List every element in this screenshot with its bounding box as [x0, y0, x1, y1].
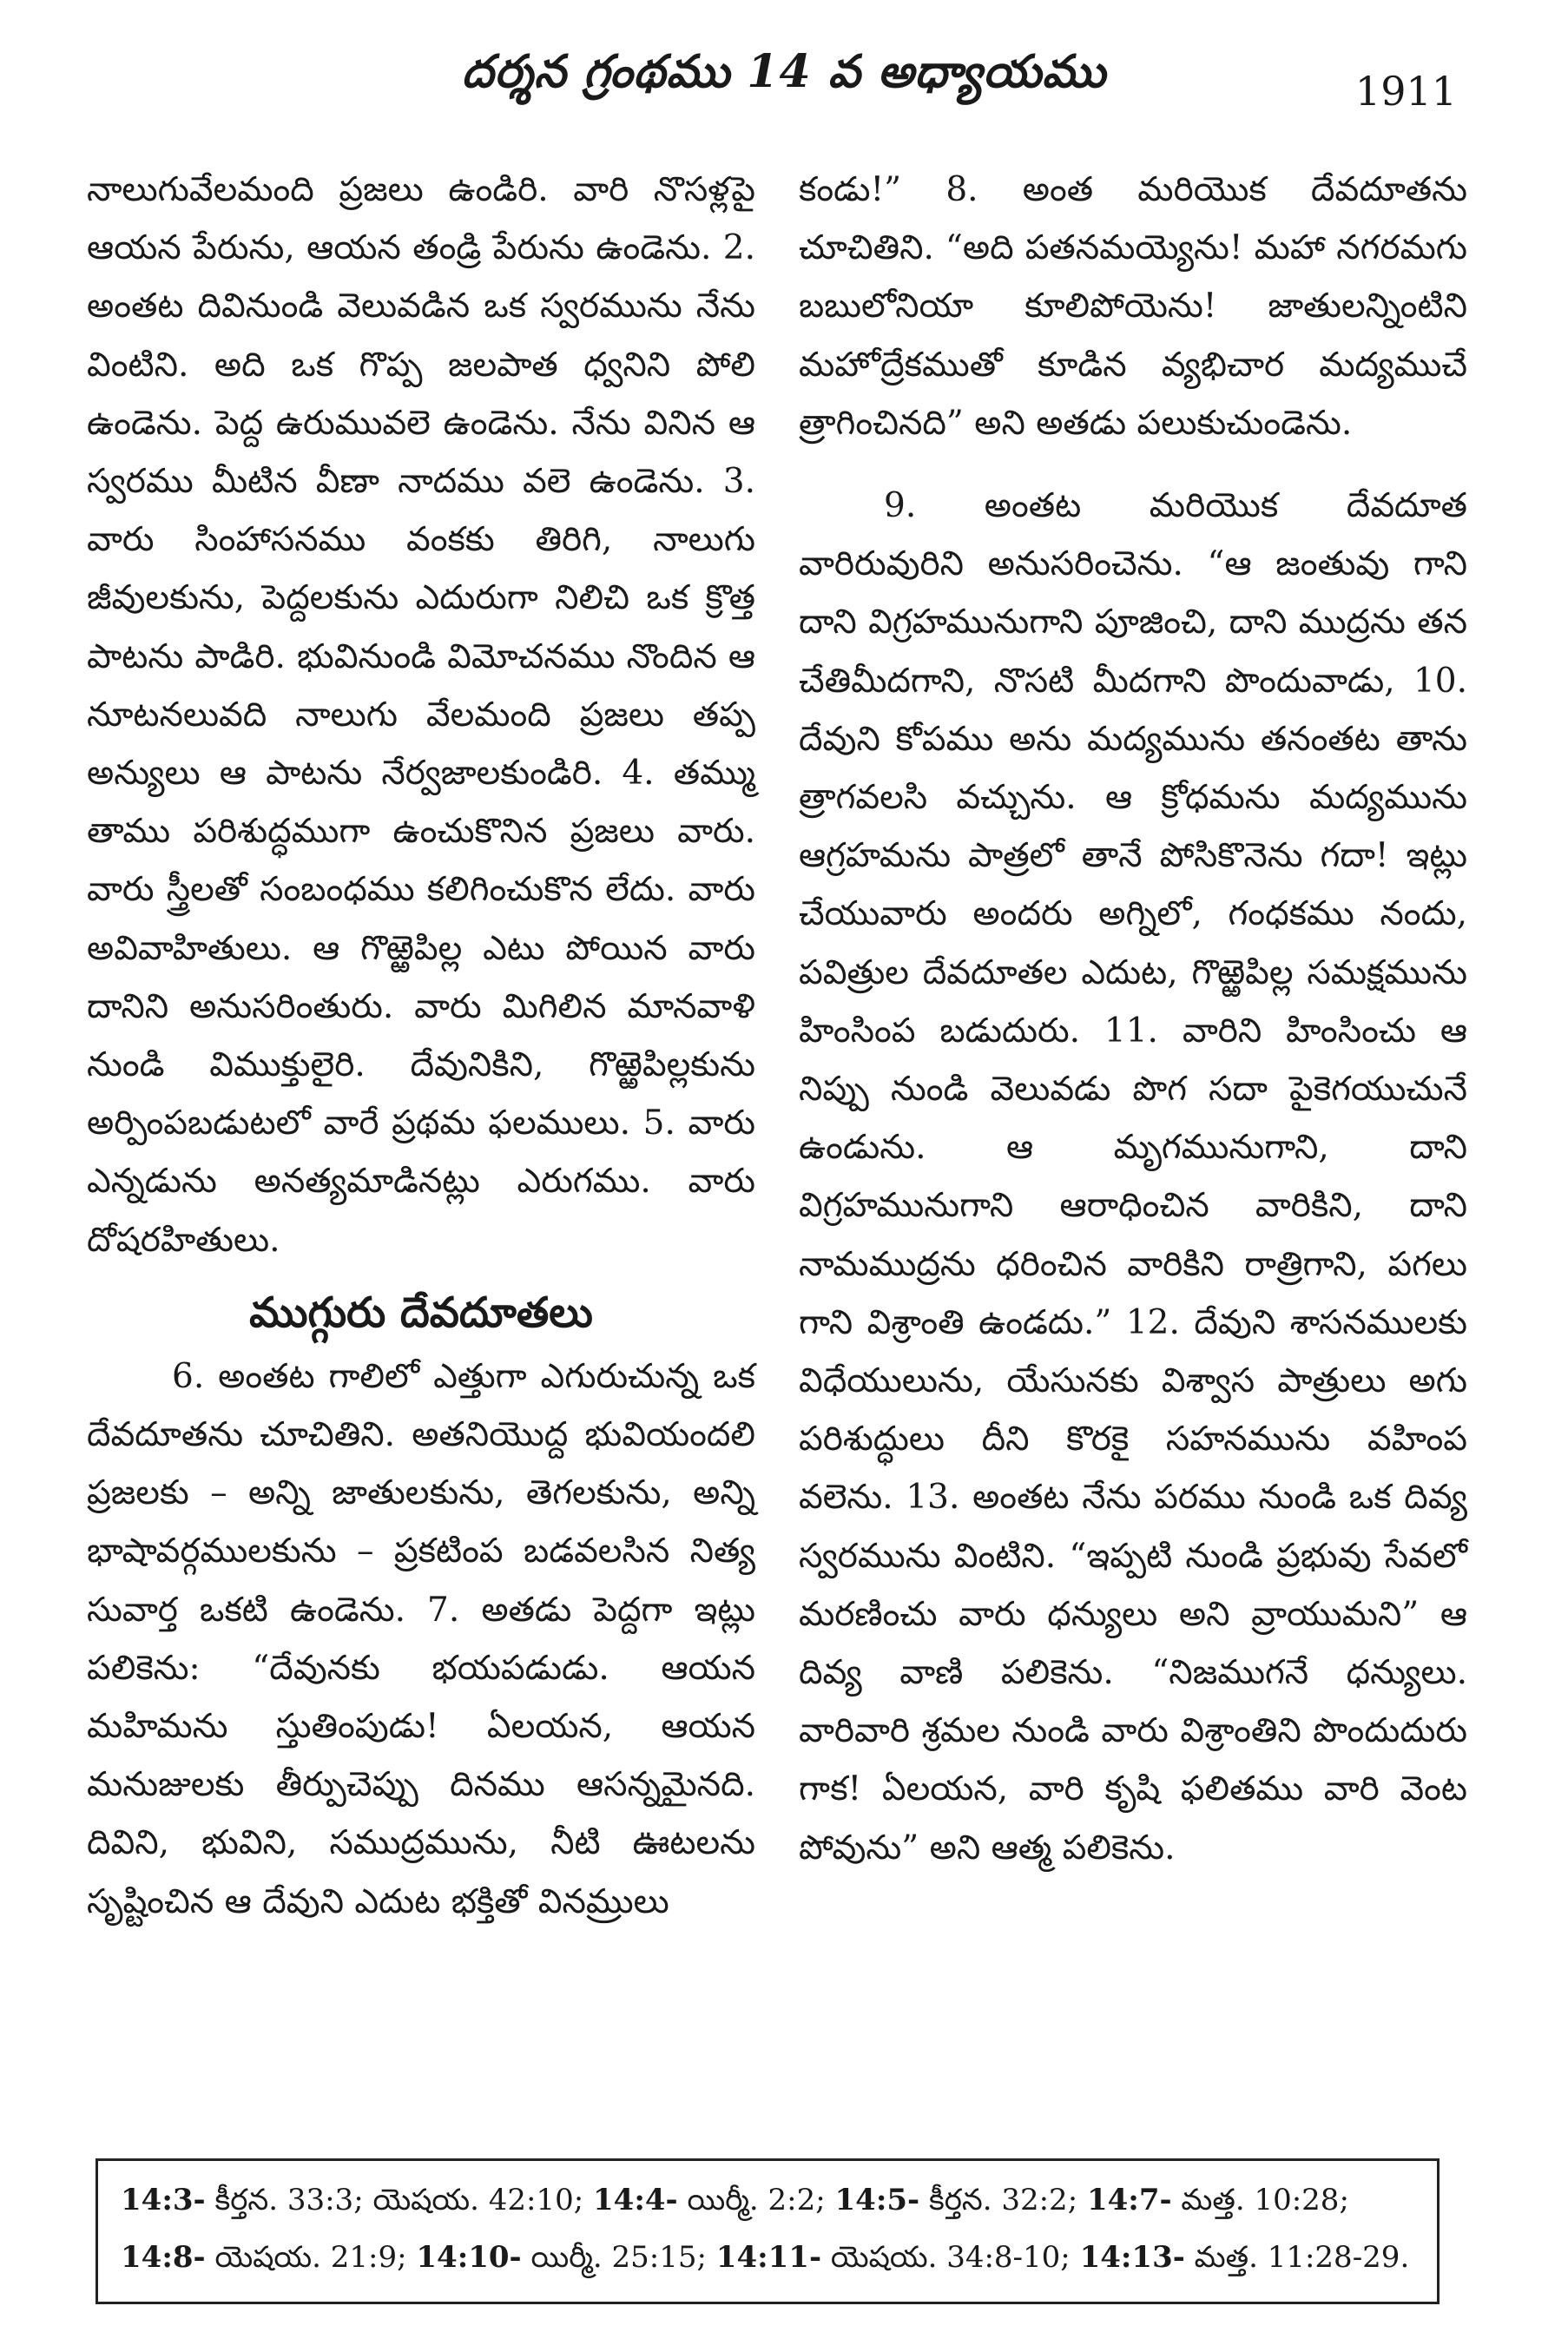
reference-label: 14:4-	[593, 2183, 678, 2217]
reference-label: 14:11-	[715, 2240, 822, 2275]
reference-label: 14:13-	[1079, 2240, 1185, 2275]
reference-text: యిర్మీ. 2:2;	[677, 2183, 835, 2217]
reference-label: 14:8-	[121, 2240, 206, 2275]
reference-label: 14:10-	[416, 2240, 522, 2275]
reference-text: కీర్తన. 32:2;	[919, 2183, 1087, 2217]
references-row-2	[121, 2229, 1414, 2286]
right-paragraph-1: కండు!” 8. అంత మరియొక దేవదూతను చూచితిని. “అది పతనమయ్యెను! మహా నగరమగు బబులోనియా కూలిపోయెను! జాతులన్నింటిని మహోద్రేకముతో కూడిన వ్యభిచార మద్యముచే త్రాగించినది” అని అతడు పలుకుచుండెను.	[799, 170, 1467, 443]
page-title: దర్శన గ్రంథము 14 వ అధ్యాయము	[461, 45, 1107, 98]
reference-text: యెషయ. 21:9;	[205, 2240, 417, 2275]
reference-text: యిర్మీ. 25:15;	[521, 2240, 716, 2275]
reference-text: మత్త. 11:28-29.	[1184, 2240, 1410, 2275]
reference-label: 14:3-	[121, 2183, 206, 2217]
reference-label: 14:7-	[1086, 2183, 1172, 2217]
left-column	[87, 161, 755, 1931]
reference-text: యెషయ. 34:8-10;	[821, 2240, 1080, 2275]
reference-text: కీర్తన. 33:3; యెషయ. 42:10;	[205, 2183, 594, 2217]
right-paragraph-2: 9. అంతట మరియొక దేవదూత వారిరువురిని అనుసరించెను. “ఆ జంతువు గాని దాని విగ్రహమునుగాని పూజించి, దాని ముద్రను తన చేతిమీదగాని, నొసటి మీదగాని పొందువాడు, 10. దేవుని కోపము అను మద్యమును తనంతట తాను త్రాగవలసి వచ్చును. ఆ క్రోధమను మద్యమును ఆగ్రహమను పాత్రలో తానే పోసికొనెను గదా! ఇట్లు చేయువారు అందరు అగ్నిలో, గంధకము నందు, పవిత్రుల దేవదూతల ఎదుట, గొఱ్ఱెపిల్ల సమక్షమును హింసింప బడుదురు. 11. వారిని హింసించు ఆ నిప్పు నుండి వెలువడు పొగ సదా పైకెగయుచునే ఉండును. ఆ మృగమునుగాని, దాని విగ్రహమునుగాని ఆరాధించిన వారికిని, దాని నామముద్రను ధరించిన వారికిని రాత్రిగాని, పగలు గాని విశ్రాంతి ఉండదు.” 12. దేవుని శాసనములకు విధేయులును, యేసునకు విశ్వాస పాత్రులు అగు పరిశుద్ధులు దీని కొరకై సహనమును వహింప వలెను. 13. అంతట నేను పరము నుండి ఒక దివ్య స్వరమును వింటిని. “ఇప్పటి నుండి ప్రభువు సేవలో మరణించు వారు ధన్యులు అని వ్రాయుమని” ఆ దివ్య వాణి పలికెను. “నిజముగనే ధన్యులు. వారివారి శ్రమల నుండి వారు విశ్రాంతిని పొందుదురు గాక! ఏలయన, వారి కృషి ఫలితము వారి వెంట పోవును” అని ఆత్మ పలికెను.	[799, 486, 1467, 1868]
left-paragraph-1: నాలుగువేలమంది ప్రజలు ఉండిరి. వారి నొసళ్లపై ఆయన పేరును, ఆయన తండ్రి పేరును ఉండెను. 2. అంతట దివినుండి వెలువడిన ఒక స్వరమును నేను వింటిని. అది ఒక గొప్ప జలపాత ధ్వనిని పోలి ఉండెను. పెద్ద ఉరుమువలె ఉండెను. నేను వినిన ఆ స్వరము మీటిన వీణా నాదము వలె ఉండెను. 3. వారు సింహాసనము వంకకు తిరిగి, నాలుగు జీవులకును, పెద్దలకును ఎదురుగా నిలిచి ఒక క్రొత్త పాటను పాడిరి. భువినుండి విమోచనము నొందిన ఆ నూటనలువది నాలుగు వేలమంది ప్రజలు తప్ప అన్యులు ఆ పాటను నేర్వజాలకుండిరి. 4. తమ్ము తాము పరిశుద్ధముగా ఉంచుకొనిన ప్రజలు వారు. వారు స్త్రీలతో సంబంధము కలిగించుకొన లేదు. వారు అవివాహితులు. ఆ గొఱ్ఱెపిల్ల ఎటు పోయిన వారు దానిని అనుసరింతురు. వారు మిగిలిన మానవాళి నుండి విముక్తులైరి. దేవునికిని, గొఱ్ఱెపిల్లకును అర్పింపబడుటలో వారే ప్రథమ ఫలములు. 5. వారు ఎన్నడును అనత్యమాడినట్లు ఎరుగము. వారు దోషరహితులు.	[87, 170, 755, 1260]
page-number: 1911	[1354, 68, 1457, 115]
reference-text: మత్త. 10:28;	[1171, 2183, 1349, 2217]
references-row-1	[121, 2171, 1414, 2229]
reference-label: 14:5-	[834, 2183, 920, 2217]
cross-references-box	[96, 2158, 1440, 2304]
section-heading: ముగ్గురు దేవదూతలు	[249, 1288, 593, 1337]
left-paragraph-2: 6. అంతట గాలిలో ఎత్తుగా ఎగురుచున్న ఒక దేవదూతను చూచితిని. అతనియొద్ద భువియందలి ప్రజలకు – అన్ని జాతులకును, తెగలకును, అన్ని భాషావర్గములకును – ప్రకటింప బడవలసిన నిత్య సువార్త ఒకటి ఉండెను. 7. అతడు పెద్దగా ఇట్లు పలికెను: “దేవునకు భయపడుడు. ఆయన మహిమను స్తుతింపుడు! ఏలయన, ఆయన మనుజులకు తీర్పుచెప్పు దినము ఆసన్నమైనది. దివిని, భువిని, సముద్రమును, నీటి ఊటలను సృష్టించిన ఆ దేవుని ఎదుట భక్తితో వినమ్రులు	[87, 1356, 755, 1921]
right-column	[799, 161, 1467, 1877]
